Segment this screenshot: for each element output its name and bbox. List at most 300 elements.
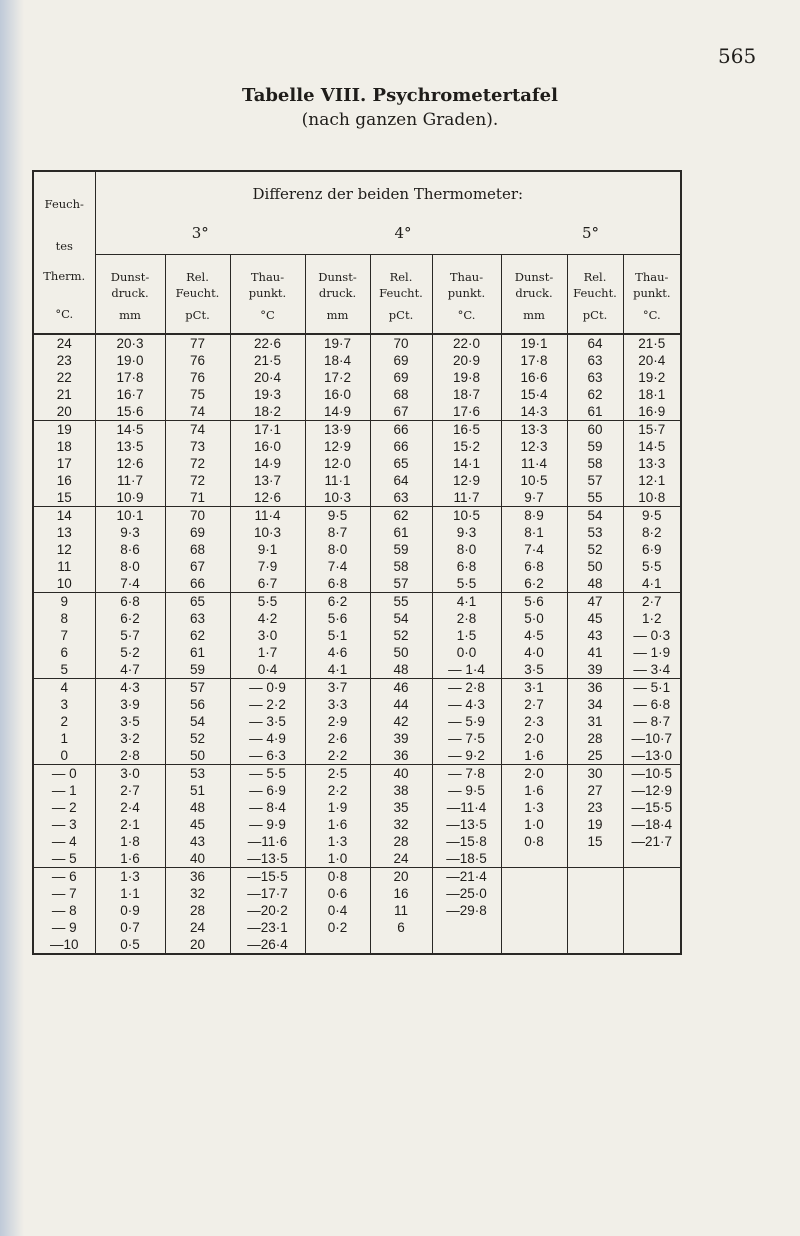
table-value: 45 [587, 610, 603, 626]
table-value: 0·8 [524, 833, 544, 849]
table-value: 2·8 [120, 747, 140, 763]
table-value: 1·3 [327, 833, 348, 849]
table-value: 1·3 [524, 799, 544, 815]
table-value: 10·5 [520, 472, 548, 488]
table-value: 10·8 [638, 489, 666, 505]
table-value: 54 [189, 713, 206, 729]
table-value: 6·8 [120, 593, 140, 609]
table-value: 61 [189, 644, 206, 660]
table-value: 15 [587, 833, 603, 849]
value-cell [370, 592, 432, 678]
table-value: 3·9 [120, 696, 140, 712]
table-row-block [33, 764, 681, 867]
value-cell [432, 764, 501, 867]
table-value: 17·6 [452, 403, 481, 419]
table-value: 19·3 [253, 386, 282, 402]
table-value: 12·6 [253, 489, 282, 505]
table-value: 45 [189, 816, 206, 832]
temp-cell [33, 764, 95, 867]
table-value: 23 [56, 352, 72, 368]
table-value: 20 [56, 403, 72, 419]
table-value: 2·1 [120, 816, 140, 832]
table-value: 21·5 [638, 335, 666, 351]
table-value: 0·4 [257, 661, 278, 677]
table-value: 6·2 [524, 575, 544, 591]
value-cell [623, 592, 681, 678]
table-value: —10·5 [631, 765, 673, 781]
table-value: 28 [393, 833, 409, 849]
table-value: 74 [189, 421, 206, 437]
table-value: 61 [393, 524, 409, 540]
value-cell [432, 867, 501, 954]
table-value: 20·9 [452, 352, 481, 368]
table-value: 1·6 [524, 747, 544, 763]
subcol-unit: pCt. [185, 307, 210, 322]
table-value: —21·4 [446, 868, 487, 884]
table-value: 52 [189, 730, 206, 746]
table-value: 59 [189, 661, 206, 677]
table-value: 19·1 [520, 335, 548, 351]
table-value: 72 [189, 455, 206, 471]
table-value: 4·1 [642, 575, 662, 591]
table-value: 63 [587, 352, 603, 368]
value-cell [305, 764, 370, 867]
value-cell [501, 334, 567, 421]
table-value: —10·7 [631, 730, 673, 746]
table-row-block [33, 420, 681, 506]
table-value: — 7·5 [448, 730, 485, 746]
value-cell [623, 420, 681, 506]
table-value: 19·7 [323, 335, 352, 351]
table-value: 65 [393, 455, 409, 471]
table-value: 20·4 [638, 352, 666, 368]
table-value: — 6·9 [249, 782, 286, 798]
table-value: 19·2 [638, 369, 666, 385]
value-cell [95, 764, 165, 867]
table-value: 39 [587, 661, 603, 677]
table-value: — 8·4 [249, 799, 286, 815]
table-value: 3·5 [120, 713, 140, 729]
table-value: 4·7 [120, 661, 140, 677]
table-value: 11 [57, 558, 72, 574]
temp-header-line4: °C. [55, 307, 74, 321]
table-value: — 1 [51, 782, 77, 798]
table-value: 11·4 [254, 507, 281, 523]
table-value: 6 [60, 644, 68, 660]
table-value: 15 [56, 489, 72, 505]
value-cell [432, 420, 501, 506]
table-value: 1·0 [327, 850, 348, 866]
table-value: 4·1 [327, 661, 348, 677]
subcol-header [370, 254, 432, 334]
table-value: 16·5 [452, 421, 481, 437]
temp-cell [33, 334, 95, 421]
value-cell [230, 764, 305, 867]
table-value: 21 [56, 386, 72, 402]
subcol-line1: Dunst- [110, 269, 150, 284]
table-value: 2·2 [327, 782, 348, 798]
table-value: 8·7 [327, 524, 348, 540]
table-value: 3·0 [257, 627, 278, 643]
table-value: 64 [587, 335, 603, 351]
value-cell [305, 506, 370, 592]
table-value: 43 [189, 833, 206, 849]
table-value: 40 [393, 765, 409, 781]
temp-header-sub [33, 254, 95, 334]
table-value: 68 [189, 541, 206, 557]
group-5deg: 5° [501, 225, 681, 254]
table-value: 24 [393, 850, 409, 866]
subcol-line2: punkt. [447, 285, 486, 300]
table-value: — 4·9 [249, 730, 286, 746]
value-cell [623, 867, 681, 954]
subcol-line1: Rel. [389, 269, 413, 284]
table-value: — 4 [51, 833, 77, 849]
table-value: 53 [587, 524, 603, 540]
table-value: — 0·9 [249, 679, 286, 695]
table-value: 15·6 [116, 403, 144, 419]
table-value: 9·5 [327, 507, 348, 523]
value-cell [501, 764, 567, 867]
table-value: 10·9 [116, 489, 144, 505]
table-value: 63 [587, 369, 603, 385]
temp-header-line3: Therm. [43, 269, 86, 283]
table-value: 16·9 [638, 403, 666, 419]
table-value: — 9·2 [448, 747, 485, 763]
table-value: 2·6 [327, 730, 348, 746]
table-value: 32 [393, 816, 409, 832]
table-value: 1·6 [524, 782, 544, 798]
table-value: 13·3 [638, 455, 666, 471]
table-value: 1·2 [642, 610, 662, 626]
table-value: 6·2 [327, 593, 348, 609]
table-value: 14·9 [253, 455, 282, 471]
table-value: 19 [587, 816, 603, 832]
table-value: — 3·4 [633, 661, 671, 677]
table-value: 36 [587, 679, 603, 695]
subcol-unit: °C [260, 307, 275, 322]
table-value: 69 [189, 524, 206, 540]
table-value: 69 [393, 369, 409, 385]
temp-header [33, 171, 95, 254]
table-value: — 3 [51, 816, 77, 832]
table-value: 0·7 [120, 919, 140, 935]
table-value: 28 [587, 730, 603, 746]
table-value: 12·9 [452, 472, 481, 488]
table-value: 14·5 [638, 438, 666, 454]
table-value: — 8·7 [633, 713, 671, 729]
table-value: 23 [587, 799, 603, 815]
value-cell [623, 506, 681, 592]
table-value: 6·7 [257, 575, 278, 591]
table-value: 2·4 [120, 799, 140, 815]
subcol-line1: Thau- [250, 269, 285, 284]
value-cell [230, 506, 305, 592]
table-value: —18·5 [446, 850, 487, 866]
subcol-header [305, 254, 370, 334]
table-value: 9·3 [120, 524, 140, 540]
table-value: — 7·8 [448, 765, 485, 781]
table-value: 10·3 [323, 489, 352, 505]
table-value: 14·9 [323, 403, 352, 419]
table-value: — 9·5 [448, 782, 485, 798]
table-value: 64 [393, 472, 409, 488]
table-value: 14·3 [520, 403, 548, 419]
table-value: 6·9 [642, 541, 662, 557]
table-value: 4·1 [456, 593, 477, 609]
table-value: 2·7 [524, 696, 544, 712]
table-value: —11·4 [446, 799, 487, 815]
table-value: 59 [393, 541, 409, 557]
value-cell [567, 592, 623, 678]
table-value: 72 [189, 472, 206, 488]
table-value: 5·1 [327, 627, 348, 643]
table-value: 53 [189, 765, 206, 781]
subcol-line1: Thau- [635, 269, 669, 284]
value-cell [501, 592, 567, 678]
value-cell [567, 334, 623, 421]
table-value: 20·4 [253, 369, 282, 385]
table-value: 21·5 [253, 352, 282, 368]
table-value: 5·7 [120, 627, 140, 643]
value-cell [501, 867, 567, 954]
table-value: 75 [189, 386, 206, 402]
table-value: —15·5 [631, 799, 673, 815]
subcol-header [501, 254, 567, 334]
table-value: —20·2 [247, 902, 288, 918]
subcol-line2: Feucht. [175, 285, 220, 300]
subcol-line1: Rel. [186, 269, 209, 284]
value-cell [165, 420, 230, 506]
table-value: 13·7 [253, 472, 282, 488]
table-value: 3·7 [327, 679, 348, 695]
table-value: 10·5 [452, 507, 481, 523]
table-value: 3·0 [120, 765, 140, 781]
table-value: 31 [587, 713, 603, 729]
value-cell [432, 678, 501, 764]
value-cell [432, 334, 501, 421]
table-value: 7·4 [327, 558, 348, 574]
table-value: —12·9 [631, 782, 673, 798]
table-value: 10·1 [116, 507, 144, 523]
table-value: 2 [60, 713, 68, 729]
table-value: 5·2 [120, 644, 140, 660]
table-value: — 9·9 [249, 816, 286, 832]
table-value: 2·0 [524, 765, 544, 781]
subcol-line2: druck. [318, 285, 357, 300]
table-value: 55 [393, 593, 409, 609]
value-cell [567, 420, 623, 506]
value-cell [230, 678, 305, 764]
table-value: 6·2 [120, 610, 140, 626]
table-value: 0·9 [120, 902, 140, 918]
table-value: — 6·8 [633, 696, 671, 712]
subcol-line2: punkt. [633, 285, 671, 300]
table-value: 54 [393, 610, 409, 626]
table-value: 9 [60, 593, 68, 609]
table-value: 7 [60, 627, 68, 643]
table-value: 50 [393, 644, 409, 660]
table-value: 58 [393, 558, 409, 574]
table-value: 22 [56, 369, 72, 385]
table-value: 20 [189, 936, 206, 952]
psychrometer-table [32, 170, 682, 955]
table-value: — 2 [51, 799, 77, 815]
table-value: 8·2 [642, 524, 662, 540]
subcol-header [230, 254, 305, 334]
table-value: 7·9 [257, 558, 278, 574]
table-value: —15·5 [247, 868, 288, 884]
subcol-header [567, 254, 623, 334]
table-value: 60 [587, 421, 603, 437]
table-value: 16 [56, 472, 72, 488]
value-cell [95, 420, 165, 506]
subcol-header [432, 254, 501, 334]
value-cell [95, 867, 165, 954]
table-value: 9·1 [257, 541, 278, 557]
table-value: 48 [393, 661, 409, 677]
table-value: 59 [587, 438, 603, 454]
table-value: 30 [587, 765, 603, 781]
table-value: 2·2 [327, 747, 348, 763]
table-value: 9·5 [642, 507, 662, 523]
table-value: —13·5 [446, 816, 487, 832]
table-value: 5·6 [524, 593, 544, 609]
table-value: 5·5 [257, 593, 278, 609]
table-value: —18·4 [631, 816, 673, 832]
table-value: 2·7 [120, 782, 140, 798]
value-cell [95, 678, 165, 764]
table-value: 50 [587, 558, 603, 574]
table-value: — 9 [51, 919, 77, 935]
table-value: 67 [393, 403, 409, 419]
table-value: 19·8 [452, 369, 481, 385]
table-value: 1 [60, 730, 68, 746]
table-value: — 6 [51, 868, 77, 884]
table-value: — 5 [51, 850, 77, 866]
table-value: 14 [56, 507, 72, 523]
temp-cell [33, 678, 95, 764]
table-value: 0 [60, 747, 68, 763]
table-value: —11·6 [247, 833, 288, 849]
table-value: 11·7 [116, 472, 144, 488]
table-value: 2·5 [327, 765, 348, 781]
table-value: 11·4 [520, 455, 548, 471]
table-value: 10 [56, 575, 72, 591]
table-value: 18·7 [452, 386, 481, 402]
table-value: 13·3 [520, 421, 548, 437]
table-value: 52 [393, 627, 409, 643]
subcol-unit: pCt. [582, 307, 608, 322]
table-value: —10 [49, 936, 79, 952]
table-value: 15·2 [452, 438, 481, 454]
table-value: 1·5 [456, 627, 477, 643]
value-cell [230, 334, 305, 421]
table-value: 8·0 [456, 541, 477, 557]
table-value: 46 [393, 679, 409, 695]
table-value: 4·2 [257, 610, 278, 626]
table-value: 1·0 [524, 816, 544, 832]
table-value: 8·1 [524, 524, 544, 540]
table-value: 36 [189, 868, 206, 884]
value-cell [370, 420, 432, 506]
value-cell [623, 764, 681, 867]
table-value: 38 [393, 782, 409, 798]
value-cell [305, 867, 370, 954]
table-value: 17·8 [520, 352, 548, 368]
table-value: 57 [587, 472, 603, 488]
table-value: — 0 [51, 765, 77, 781]
table-value: — 3·5 [249, 713, 286, 729]
subcol-line1: Thau- [449, 269, 484, 284]
table-value: 1·6 [327, 816, 348, 832]
table-value: 41 [587, 644, 603, 660]
table-value: 58 [587, 455, 603, 471]
table-value: 8·0 [327, 541, 348, 557]
value-cell [567, 506, 623, 592]
table-value: 50 [189, 747, 206, 763]
table-value: 11·7 [453, 489, 480, 505]
value-cell [230, 867, 305, 954]
table-value: 43 [587, 627, 603, 643]
table-value: — 1·9 [633, 644, 671, 660]
value-cell [165, 678, 230, 764]
table-value: 12·9 [323, 438, 352, 454]
table-value: 73 [189, 438, 206, 454]
table-value: —15·8 [446, 833, 487, 849]
table-value: 55 [587, 489, 603, 505]
table-value: 5·5 [456, 575, 477, 591]
table-value: 62 [189, 627, 206, 643]
table-value: 3 [60, 696, 68, 712]
table-value: 67 [189, 558, 206, 574]
subcol-line2: druck. [111, 285, 149, 300]
value-cell [370, 334, 432, 421]
table-value: 40 [189, 850, 206, 866]
table-value: —25·0 [446, 885, 487, 901]
value-cell [370, 678, 432, 764]
value-cell [305, 678, 370, 764]
table-value: 62 [393, 507, 409, 523]
table-value: 66 [189, 575, 206, 591]
table-value: 0·4 [327, 902, 348, 918]
subcol-header [623, 254, 681, 334]
table-value: 16·6 [520, 369, 548, 385]
table-value: 13 [56, 524, 72, 540]
value-cell [567, 678, 623, 764]
table-value: 71 [189, 489, 206, 505]
table-value: 13·9 [323, 421, 352, 437]
table-value: 14·5 [116, 421, 144, 437]
value-cell [370, 764, 432, 867]
table-value: 17·1 [253, 421, 282, 437]
value-cell [230, 592, 305, 678]
table-value: 0·5 [120, 936, 140, 952]
table-value: 22·0 [452, 335, 481, 351]
subcol-unit: mm [119, 307, 141, 322]
page-number: 565 [718, 44, 757, 68]
table-value: 7·4 [120, 575, 140, 591]
subcol-header [165, 254, 230, 334]
table-value: —13·0 [631, 747, 673, 763]
table-value: 12·6 [116, 455, 144, 471]
table-value: 18·1 [638, 386, 666, 402]
table-value: 2·0 [524, 730, 544, 746]
table-value: 4 [60, 679, 68, 695]
table-value: 16·0 [323, 386, 352, 402]
table-value: — 7 [51, 885, 77, 901]
group-4deg: 4° [305, 225, 501, 254]
